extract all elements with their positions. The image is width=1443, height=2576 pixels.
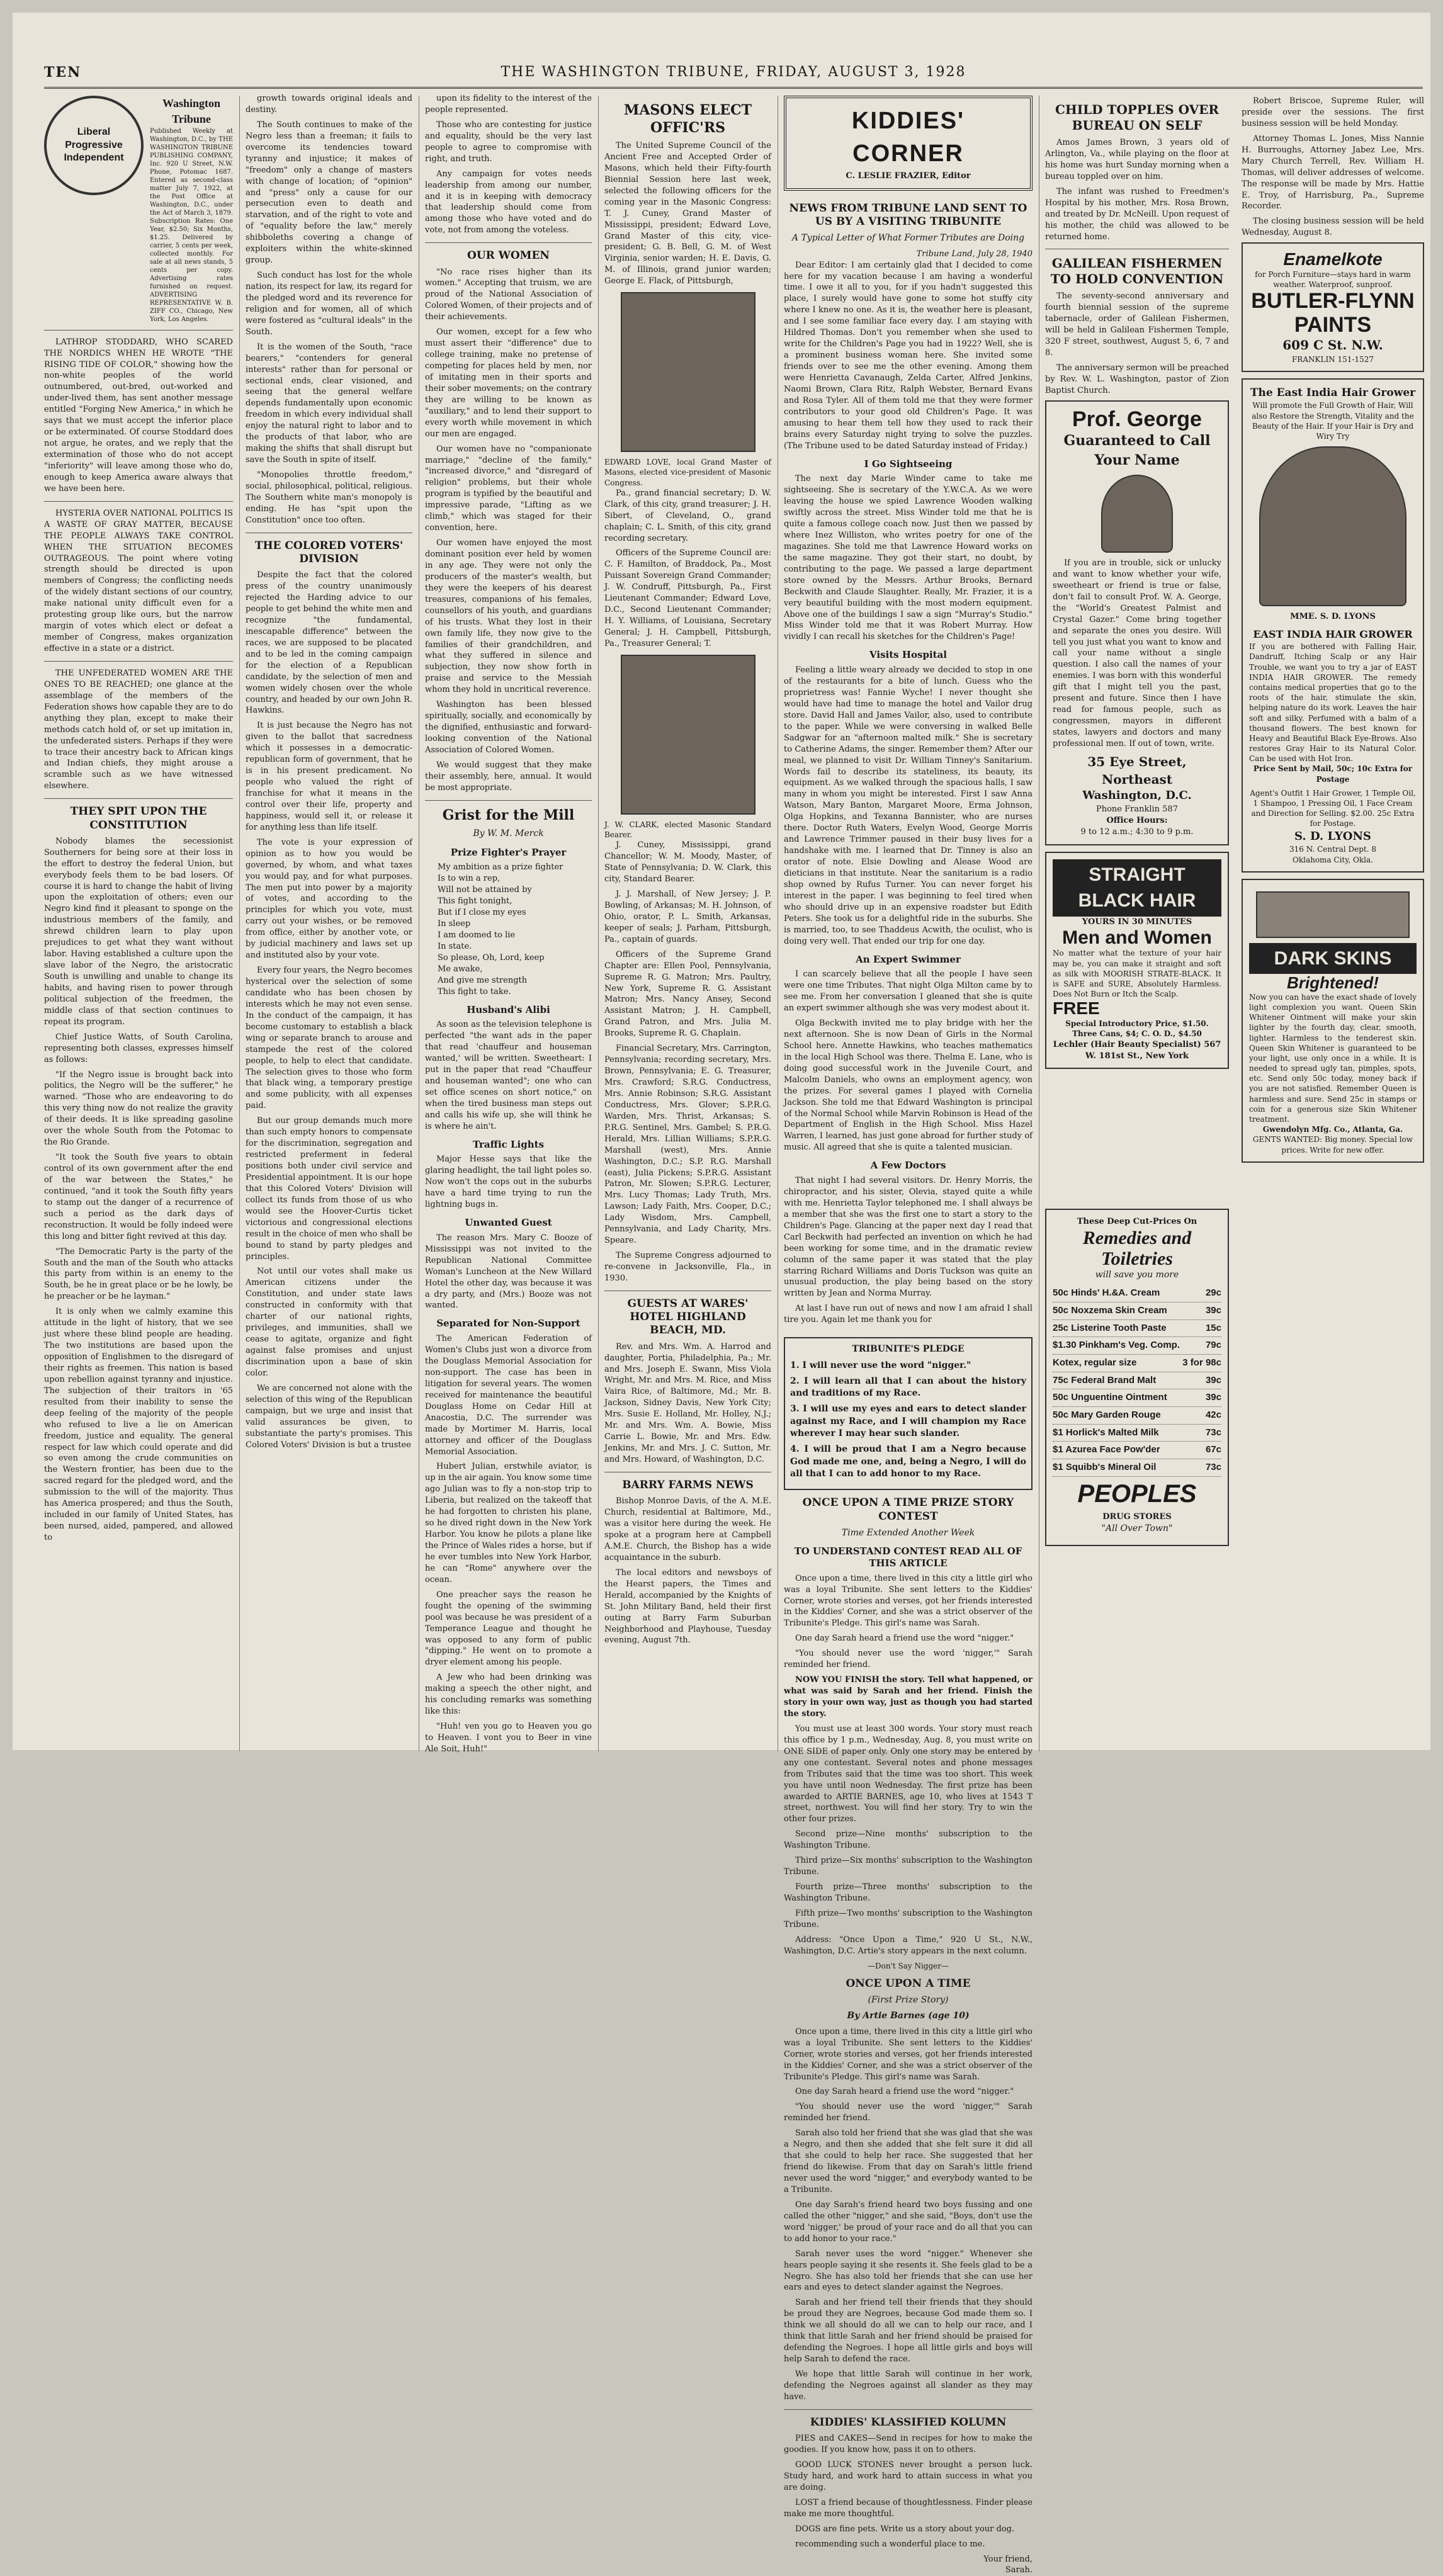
ad-company: Gwendolyn Mfg. Co., Atlanta, Ga. — [1262, 1125, 1403, 1134]
ad-east-india-hair-grower — [1242, 378, 1424, 873]
headline-masons: MASONS ELECT OFFIC'RS — [623, 102, 752, 136]
publication-flag — [44, 96, 233, 324]
portrait-photo-mme-lyons — [1259, 446, 1406, 606]
editorial-column-2: growth towards original ideals and destiny. The South continues to make of the Negro less than a freeman; it fails to overcome its tendencies toward tyranny and injustice; it makes of "freedom" only a change of masters with change of location; of "opinion" and "press" only a cause for our persecution even to death and starvation, and of the right to vote and of "equality before the law," merely shibboleths covering a change of exploiters within the white-skinned group. Such conduct has lost for the whole nation, its respect for law, its regard for the pledged word and its reverence for religion and for women, all of which were fostered as "cultural ideals" in the South. It is the women of the South, "race bearers," "contenders for general interests" rather than for personal or sectional ends, clear visioned, and seeing that the general welfare depends fundamentally upon economic freedom in which every individual shall enjoy the natural right to labor and to the products of that labor, who are making the shifts that shall disrupt but save the South in spite of itself. "Monopolies throttle freedom," social, philosophical, political, religious. The Southern white man's monopoly is ending. He has "spit upon the Constitution" once too often. THE COLORED VOTERS' DIVISION Despite the fact that the colored press of the country unanimously rejected the Harding advice to our people to get behind the white men and recognize "the fundamental, inescapable difference" between the races, we are supposed to be placated and to be led in the coming campaign for the election of a Republican candidate, by the selection of men and women widely chosen over the whole country, and headed by our own John R. Hawkins. It is just because the Negro has not given to the ballot that sacredness which it possesses in a democratic-republican form of government, that he is in his present predicament. No people who valued the right of franchise for what it means in the control over their life, property and happiness, would sell it, or release it for anything less than life itself. The vote is your expression of opinion as to how you would be governed, by whom, and what taxes you would pay, and for what purposes. The men put into power by a majority of votes, and according to the principles for which you vote, must carry out your wishes, or be removed from office, either by another vote, or by judicial machinery and laws set up and instituted also by your vote. Every four years, the Negro becomes hysterical over the selection of some candidate who has been chosen by interests which he may not even sense. In the conduct of the campaign, it has become customary to establish a black wing or separate branch to arouse and stampede the rest of the colored people, to help to elect that candidate. The selection gives to those who form that black wing, a temporary prestige and some publicity, with all expenses paid. But our group demands much more than such empty honors to compensate for the discrimination, segregation and restricted preferment in federal positions both under civil service and Presidential appointment. It is our hope that this Colored Voters' Division will collect its funds from those of us who would see the Hoover-Curtis ticket victorious and congressional elections result in the choice of men who shall be bound to stand by party pledges and principles. Not until our votes shall make us American citizens under the Constitution, and under state laws constructed in conformity with that charter of our national rights, privileges, and immunities, shall we cease to agitate, organize and fight against false promises and unjust discrimination upon a base of skin color. We are concerned not alone with the selection of this wing of the Republican campaign, but we urge and insist that valid assurances be given, to substantiate the party's promises. This Colored Voters' Division is but a trustee — [246, 94, 412, 1450]
byline: By W. M. Merck — [473, 828, 544, 839]
ad-city: Oklahoma City, Okla. — [1293, 855, 1373, 864]
editorial-stoddard: LATHROP STODDARD, WHO SCARED THE NORDICS WHEN HE WROTE "THE RISING TIDE OF COLOR," showing how the non-white peoples of the world outnumbered, out-bred, out-worked and under-lived them, has sent another message entitled "Forging New America," in which he says that we must accept the inferior place or be exterminated. Of course Stoddard does not argue, he orates, and we reply that the extermination of those who do not accept "inferiority" will leave among those who do, enough to keep America aware always that we have been here. — [44, 337, 233, 494]
flag-name: Washington Tribune — [162, 97, 221, 125]
price-item: 25c Listerine Tooth Paste 15c — [1053, 1320, 1221, 1338]
text-paragraph: Attorney Thomas L. Jones, Miss Nannie H. Burroughs, Attorney Jabez Lee, Mrs. Mary Church Terrell, Rev. William H. Thomas, will deliver addresses of welcome. The response will be made by Mrs. Hattie E. Troy, of Harrisburg, Pa., Supreme Recorder. — [1242, 133, 1424, 212]
ad-headline: Enamelkote — [1283, 249, 1383, 269]
photo-caption: MME. S. D. LYONS — [1290, 612, 1376, 622]
page-number: TEN — [44, 64, 82, 81]
ad-subline: Brightened! — [1287, 973, 1379, 993]
flag-info: Published Weekly at Washington, D.C., by THE WASHINGTON TRIBUNE PUBLISHING COMPANY, Inc. 920 U Street, N.W. Phone, Potomac 1687. Entered as second-class matter July 7, 1922, at the Post Office at Washington, D.C., under the Act of March 3, 1879. Subscription Rates: One Year, $2.50; Six Months, $1.25. Delivered by carrier, 5 cents per week, collected monthly. For sale at all news stands, 5 cents per copy. Advertising rates furnished on request. ADVERTISING REPRESENTATIVE W. B. ZIFF CO., Chicago, New York, Los Angeles. — [150, 127, 233, 323]
newspaper-page — [13, 13, 1430, 2575]
headline-spit: THEY SPIT UPON THE CONSTITUTION — [70, 805, 207, 832]
text-paragraph: The closing business session will be held Wednesday, August 8. — [1242, 217, 1424, 238]
ad-address: 609 C St. N.W. — [1282, 337, 1383, 353]
poem: My ambition as a prize fighter Is to win a rep, Will not be attained by This fight tonight, But if I close my eyes In sleep I am doomed to lie In state. So please, Oh, Lord, keep Me awake, And give me strength This fight to take. — [438, 862, 563, 997]
flag-seal: Liberal Progressive Independent — [44, 96, 144, 195]
price-item: 50c Hinds' H.&A. Cream 29c — [1053, 1285, 1221, 1302]
price-item: $1.30 Pinkham's Veg. Comp. 79c — [1053, 1337, 1221, 1355]
ad-name: S. D. LYONS — [1294, 829, 1371, 843]
ad-prof-george: Prof. George Guaranteed to Call Your Name If you are in trouble, sick or unlucky and want to know whether your wife, sweetheart or friend is true or false, don't fail to consult Prof. W. A. George, the "World's Greatest Palmist and Crystal Gazer." Come bring together and separate the ones you desire. Will tell you just what you want to know and call your name without a single question. I also call the names of your enemies. I was born with this wonderful gift that I might tell you the past, present and future. Since then I have read for famous people, such as congressmen, mayors in different states, lawyers and doctors and many professional men. If out of town, write. 35 Eye Street, Northeast Washington, D.C. Phone Franklin 587 Office Hours: 9 to 12 a.m.; 4:30 to 9 p.m. — [1045, 400, 1229, 845]
text-paragraph: Robert Briscoe, Supreme Ruler, will preside over the sessions. The first business session will be held Monday. — [1242, 96, 1424, 128]
kiddies-corner-section — [784, 96, 1033, 2576]
headline-grist: Grist for the Mill — [442, 806, 575, 823]
editorial-hysteria: HYSTERIA OVER NATIONAL POLITICS IS A WASTE OF GRAY MATTER, BECAUSE THE PEOPLE ALWAYS TAKE CONTROL WHEN THE SITUATION BECOMES OUTRAGEOUS. The point where voting strength should be directed is upon members of Congress; the conflicting needs of the widely distant sections of our country, make national unity difficult even for a protesting group like ours, but the narrow margin of votes which elect or defeat a member of Congress, makes organization effective in a state or a district. — [44, 508, 233, 654]
editorial-column-3: upon its fidelity to the interest of the people represented. Those who are contesting for justice and equality, should be the very last people to agree to compromise with right, and truth. Any campaign for votes needs leadership from among our number, and it is in keeping with democracy that leadership should come from among those who have voted and do vote, not from among the voteless. OUR WOMEN "No race rises higher than its women." Accepting that truism, we are proud of the National Association of Colored Women, of their projects and of their achievements. Our women, except for a few who must assert their "difference" due to college training, make no pretense of competing for places held by men, nor of imitating men in their sports and their sober movements; on the contrary they are willing to be known as "auxiliary," and to lend their support to every worth while movement in which our men are engaged. Our women have no "companionate marriage," "decline of the family," "increased divorce," and "disregard of religion" problems, but their whole program is typified by the beautiful and impressive parade, "Lifting as we climb," which was staged for their convention, here. Our women have enjoyed the most dominant position ever held by women in any age. They were not only the producers of the master's wealth, but they were the keepers of his dearest treasures, companions of his females, counsellors of his youth, and guardians of his trusts. What they lost in their own family life, they now give to the families of their grandchildren, and what they suffered in silence and subjection, they now show forth in praise and service to the Messiah whom they hold in uncritical reverence. Washington has been blessed spiritually, socially, and economically by the dignified, enthusiastic and forward-looking convention of the National Association of Colored Women. We would suggest that they make their assembly, here, annual. It would be most appropriate. Grist for the Mill By W. M. Merck Prize Fighter's Prayer My ambition as a prize fighter Is to win a rep, Will not be attained by This fight tonight, But if I close my eyes In sleep I am doomed to lie In state. So please, Oh, Lord, keep Me awake, And give me strength This fight to take. Husband's Alibi As soon as the television telephone is perfected "the want ads in the paper that read 'chauffeur and houseman wanted,' will be written. Sweetheart: I put in the paper that read "Chauffeur and houseman wanted"; one who can set office scenes on short notice," on when the tired business man steps out and calls his wife up, she will think he is where he ain't. Traffic Lights Major Hesse says that like the glaring headlight, the tail light poles so. Now won't the cops out in the suburbs have a hard time trying to run the lightning bugs in. Unwanted Guest The reason Mrs. Mary C. Booze of Mississippi was not invited to the Republican National Committee Woman's Luncheon at the New Willard Hotel the other day, was because it was a dry party, and (Mrs.) Booze was not wanted. Separated for Non-Support The American Federation of Women's Clubs just won a divorce from the Douglass Memorial Association for non-support. The case has been in litigation for several years. The women received for maintenance the beautiful Douglass Home on Cedar Hill at Anacostia, D.C. The surrender was made by Mortimer M. Harris, local attorney and officer of the Douglass Memorial Association. Hubert Julian, erstwhile aviator, is up in the air again. You know some time ago Julian was to fly a non-stop trip to Liberia, but realized on the takeoff that he had forgotten to christen his plane, so he dived right down in the New York Harbor. You know he pilots a plane like the Prince of Wales rides a horse, but if he ever tumbles into New York Harbor, he can "Rome" anywhere over the ocean. One preacher says the reason he fought the opening of the swimming pool was because he was president of a Temperance League and thought he was opposed to any form of public "dipping." He went on to promote a dryer element among his people. A Jew who had been drinking was making a speech the other night, and his concluding remarks was something like this: "Huh! ven you go to Heaven you go to Heaven. I vont you to Beer in vine Ale Soit, Huh!" — [425, 94, 592, 1754]
ad-address: 316 N. Central Dept. 8 — [1289, 845, 1376, 854]
peoples-logo: PEOPLES — [1077, 1479, 1197, 1508]
kiddies-right-column: TRIBUNITE'S PLEDGE 1. I will never use the word "nigger." 2. I will learn all that I can about the history and traditions of my Race. 3. I will use my eyes and ears to detect slander against my Race, and I will champion my Race wherever I may hear such slander. 4. I will be proud that I am a Negro because God made me one, and, being a Negro, I will do all that I can to add honor to my Race. ONCE UPON A TIME PRIZE STORY CONTEST Time Extended Another Week TO UNDERSTAND CONTEST READ ALL OF THIS ARTICLE Once upon a time, there lived in this city a little girl who was a loyal Tribunite. She sent letters to the Kiddies' Corner, wrote stories and verses, got her friends interested in the Kiddies' Corner, and she was a strict observer of the Tribunite's Pledge. This girl's name was Sarah. One day Sarah heard a friend use the word "nigger." "You should never use the word 'nigger,'" Sarah reminded her friend. NOW YOU FINISH the story. Tell what happened, or what was said by Sarah and her friend. Finish the story in your own way, just as though you had started the story. You must use at least 300 words. Your story must reach this office by 1 p.m., Wednesday, Aug. 8, you must write on ONE SIDE of paper only. Only one story may be entered by any one contestant. Several notes and phone messages from Tributes said that the time was too short. This week you have until noon Wednesday. The first prize has been awarded to ARTIE BARNES, age 10, who lives at 1543 T street, northwest. You will find her story. Try to win the other four prizes. Second prize—Nine months' subscription to the Washington Tribune. Third prize—Six months' subscription to the Washington Tribune. Fourth prize—Three months' subscription to the Washington Tribune. Fifth prize—Two months' subscription to the Washington Tribune. Address: "Once Upon a Time," 920 U St., N.W., Washington, D.C. Artie's story appears in the next column. —Don't Say Nigger— ONCE UPON A TIME (First Prize Story) By Artie Barnes (age 10) Once upon a time, there lived in this city a little girl who was a loyal Tribunite. She sent letters to the Kiddies' Corner, wrote stories and verses, got her friends interested in the Kiddies' Corner, and she was a strict observer of the Tribunite's Pledge. This girl's name was Sarah. One day Sarah heard a friend use the word "nigger." "You should never use the word 'nigger,'" Sarah reminded her friend. Sarah also told her friend that she was glad that she was a Negro, and then she added that she felt sure it did all that she could to help her race. She suggested that her friend do likewise. From that day on Sarah's little friend never used the word "nigger," and everybody wanted to be a Tribunite. One day Sarah's friend heard two boys fussing and one called the other "nigger," and she said, "Boys, don't use the word 'nigger,' be proud of your race and do all that you can to add honor to your race." Sarah never uses the word "nigger." Whenever she hears people saying it she resents it. She feels glad to be a Negro. She has also told her friends that she can use her ears and eyes to detect slander against the Negroes. Sarah and her friend tell their friends that they should be proud they are Negroes, because God made them so. I think we all should do all we can to help our race, and I think that little Sarah and her friend should be praised for defending the Negroes. I hope all little girls and boys will help Sarah to defend the race. We hope that little Sarah will continue in her work, defending the Negroes against all slander as they may have. KIDDIES' KLASSIFIED KOLUMN PIES and CAKES—Send in recipes for how to make the goodies. If you know how, pass it on to others. GOOD LUCK STONES never brought a person luck. Study hard, and work hard to attain success in what you are doing. LOST a friend because of thoughtlessness. Finder please make me more thoughtful. DOGS are fine pets. Write us a story about your dog. recommending such a wonderful place to me. Your friend, Sarah. — [784, 1337, 1033, 2576]
headline-guests: GUESTS AT WARES' HOTEL HIGHLAND BEACH, MD. — [627, 1297, 749, 1337]
women-faces-illustration — [1256, 891, 1410, 938]
price-list — [1053, 1285, 1221, 1477]
masthead — [44, 59, 1423, 89]
column-rule — [239, 96, 240, 1751]
portrait-photo-jw-clark — [621, 655, 755, 815]
ad-headline: The East India Hair Grower — [1250, 386, 1416, 399]
price-item: $1 Azurea Face Pow'der 67c — [1053, 1442, 1221, 1459]
kiddies-left-column: NEWS FROM TRIBUNE LAND SENT TO US BY A VISITING TRIBUNITE A Typical Letter of What Former Tributes are Doing Tribune Land, July 28, 1940 Dear Editor: I am certainly glad that I decided to come here for my vacation because I am having a wonderful time. I owe it all to you, for if you hadn't suggested this place, I surely would have gone to some hot stuffy city where I knew no one. As it is, the weather here is pleasant, and I see some familiar face every day. I am staying with Hildred Thomas. Don't you remember when she used to write for the Children's Page you had in 1922? Well, she is a prominent business woman here. She invited some friends over to see me the other evening. Among them were Henrietta Cavanaugh, Zelda Carter, Alfred Jenkins, Naomi Brown, Clara Ritz, Ralph Webster, Bernard Evans and Rosa Tyler. All of them told me that they were former contributors to your good old Children's Page. It was amusing to hear them tell how they used to rack their brains every Saturday night trying to solve the puzzles. (The Tribune used to be dated Saturday instead of Friday.) I Go Sightseeing The next day Marie Winder came to take me sightseeing. She is secretary of the Y.W.C.A. As we were leaving the house we spied Lawrence Wooden walking swiftly across the street. Miss Winder told me that he is quite a famous college coach now. Just then we passed by where Inez Williston, who writes poetry for one of the magazines. She told me that Lawrence Howard works on the same magazine. They got their start, no doubt, by contributing to the page. We passed a large department store owned by the Messrs. Arthur Brooks, Bernard Beckwith and Claude Slaughter. Really, Mr. Frazier, it is a very beautiful building with the most modern equipment. Above one of the buildings I saw a sign "Murray's Studio." Miss Winder told me that it was Robert Murray. How vividly I can recall his sketches for the Children's Page! Visits Hospital Feeling a little weary already we decided to stop in one of the restaurants for a bite of lunch. Guess who the proprietress was! Fannie Wyche! I never thought she would have had time to manage the hotel and Vailor drug store. David Hall and James Vailor, also, used to contribute to the paper. While we were conversing in walked Belle Sadgwar for an "afternoon malted milk." She is secretary to Catherine Adams, the singer. Remember them? After our meal, we planned to visit Dr. William Tinney's Sanitarium. Words fail to describe its stateliness, its beauty, its equipment. As we walked through the spacious halls, I saw many in whom you might be interested. First I saw Anna Watson, Mary Banton, Margaret Moore, Erma Johnson, Olga Hopkins, and Texanna Bannister, who are nurses there. Doctor Ruth Waters, Evelyn Wood, George Morris and Lawrence Trimmer paused in their busy lives for a handshake with me. I learned that Dr. Tinney is also an orator of note. Elsie Dowling and Alease Wood are dieticians in that institute. Near the sanitarium is a radio shop owned by Rufus Turner. You can never forget his interest in the paper. I was beginning to feel tired when who should drive up in an expensive roadster but Edith Peters. She took us for a delightful ride in the suburbs. She is married, too, to see Thaddeus Acwith, the oculist, who is doing very well. That ended our trip for one day. An Expert Swimmer I can scarcely believe that all the people I have seen were one time Tributes. That night Olga Milton came by to see me. From her conversation I gleaned that she is quite an expert swimmer although she was very modest about it. Olga Beckwith invited me to play bridge with her the next afternoon. She is now Dean of Girls in the Normal School here. Annette Hawkins, who teaches mathematics in the local High School was there. Thelma E. Lane, who is doing good successful work in the Juvenile Court, and Malcolm Daniels, who owns an employment agency, won the prizes. For several games I played with Cornelia Jackson. She told me that Edward Washington is principal of the Normal School while Marvin Robinson is Head of the Department of English in the High School. Miss Hazel Warren, I learned, has just gone abroad for further study of music. All agreed that she is quite a talented musician. A Few Doctors That night I had several visitors. Dr. Henry Morris, the chiropractor, and his sister, Olevia, stayed quite a while with me. Henrietta Taylor telephoned me. I shall always be a member that she was the first one to start a story to the Children's Page. Glancing at the paper next day I read that Carl Beckwith had perfected an invention on which he had been working for some time, and in the dramatic review column of the same paper it was stated that the play starring Richard Williams and Doris Tuckson was quite an unusual production, the play being based on the story written by Jean and Norma Murray. At last I have run out of news and now I am afraid I shall tire you. Again let me thank you for — [784, 201, 1033, 1325]
ad-price: Price Sent by Mail, 50c; 10c Extra for Postage — [1253, 764, 1413, 784]
price-item: $1 Horlick's Malted Milk 73c — [1053, 1425, 1221, 1442]
kiddies-editor: C. LESLIE FRAZIER, Editor — [846, 171, 971, 181]
ad-butler-flynn-paints — [1242, 242, 1424, 372]
ad-agents: Agent's Outfit 1 Hair Grower, 1 Temple Oil, 1 Shampoo, 1 Pressing Oil, 1 Face Cream and Direction for Selling. $2.00. 25c Extra for Postage. — [1250, 788, 1416, 828]
price-item: 75c Federal Brand Malt 39c — [1053, 1372, 1221, 1390]
news-ads-column-8 — [1242, 96, 1424, 1169]
ad-headline: EAST INDIA HAIR GROWER — [1253, 628, 1413, 641]
column-rule — [598, 96, 599, 1751]
tribunites-pledge-box: TRIBUNITE'S PLEDGE 1. I will never use the word "nigger." 2. I will learn all that I can about the history and traditions of my Race. 3. I will use my eyes and ears to detect slander against my Race, and I will champion my Race wherever I may hear such slander. 4. I will be proud that I am a Negro because God made me one, and, being a Negro, I will do all that I can to add honor to my Race. — [784, 1337, 1033, 1490]
photo-caption: EDWARD LOVE, local Grand Master of Masons, elected vice-president of Masonic Congress. — [604, 458, 771, 487]
headline-barry-farms: BARRY FARMS NEWS — [622, 1478, 754, 1491]
ad-brand: BUTLER-FLYNN PAINTS — [1251, 289, 1415, 337]
kiddies-title: KIDDIES' CORNER — [851, 108, 965, 167]
editorial-column-1: Liberal Progressive Independent Washington Tribune Published Weekly at Washington, D.C., by THE WASHINGTON TRIBUNE PUBLISHING COMPANY, Inc. 920 U Street, N.W. Phone, Potomac 1687. Entered as second-class matter July 7, 1922, at the Post Office at Washington, D.C., under the Act of March 3, 1879. Subscription Rates: One Year, $2.50; Six Months, $1.25. Delivered by carrier, 5 cents per week, collected monthly. For sale at all news stands, 5 cents per copy. Advertising rates furnished on request. ADVERTISING REPRESENTATIVE W. B. ZIFF CO., Chicago, New York, Los Angeles. LATHROP STODDARD, WHO SCARED THE NORDICS WHEN HE WROTE "THE RISING TIDE OF COLOR," showing how the non-white peoples of the world outnumbered, out-bred, out-worked and under-lived them, has sent another message entitled "Forging New America," in which he says that we must accept the inferior place or be exterminated. Of course Stoddard does not argue, he orates, and we reply that the extermination of those who do not accept "inferiority" will leave among those who do, enough to keep America aware always that we have been here. HYSTERIA OVER NATIONAL POLITICS IS A WASTE OF GRAY MATTER, BECAUSE THE PEOPLE ALWAYS TAKE CONTROL WHEN THE SITUATION BECOMES OUTRAGEOUS. The point where voting strength should be directed is upon members of Congress; the conflicting needs of the widely distant sections of our country, make national unity difficult even for a protesting group like ours, but the narrow margin of votes which elect or defeat a member of Congress, makes organization effective in a state or a district. THE UNFEDERATED WOMEN ARE THE ONES TO BE REACHED; one glance at the assemblage of the members of the Federation shows how capable they are to do anything they plan, except to make their methods catch hold of, or set up imitation in, the unfederated sisters. Perhaps if they were to trace their ancestry back to African kings and Indian chiefs, they might arouse a scramble such as we have witnessed elsewhere. THEY SPIT UPON THE CONSTITUTION Nobody blames the secessionist Southerners for being sore at their loss in the effort to destroy the federal Union, but everybody feels them to be bad losers. Of course it is hard to change the habit of living upon the exploitation of others; even our Negro kind find it pleasant to sponge on the industrious members of the family, and shrewd children learn to play upon prejudices to get what they want without labor. Having established a culture upon the slave labor of the Negro, the aristocratic South is unwilling and unable to change its habits, and having risen to power through political subjection of the freedmen, the middle class of that section continues to repeat its program. Chief Justice Watts, of South Carolina, representing both classes, expresses himself as follows: "If the Negro issue is brought back into politics, the Negro will be the sufferer," he warned. "Those who are endeavoring to do this very thing now do not realize the gravity of their deeds. It is like spreading gasoline over the whole South from the Potomac to the Rio Grande. "It took the South five years to obtain control of its own government after the end of the war between the States," he continued, "and it took the South fifty years to stamp out the danger of a recurrence of such a period as the dark days of reconstruction. It would be folly indeed were this long and bitter fight revived at this day. "The Democratic Party is the party of the South and the man of the South who attacks this party from within is an enemy to the South, be he in great place or be he lowly, be he preacher or be he layman." It is only when we calmly examine this attitude in the light of history, that we see just where these blind people are heading. The two institutions are based upon the opposition of Englishmen to the disregard of their rights as freemen. This nation is based upon rebellion against tyranny and injustice. The subjection of their traitors in '65 resulted from their inability to sense the deep feeling of the majority of the people who refused to live a lie on American freedom, justice and equality. The general respect for law which could operate and did so even among the crude communities on the Western frontier, has been due to the sacred regard for the pledged word, and the submission to the will of the majority. Thus has America prospered; and thus the South, included in our family of United States, has been nursed, aided, pampered, and allowed to — [44, 97, 233, 1543]
masons-column: MASONS ELECT OFFIC'RS The United Supreme Council of the Ancient Free and Accepted Order of Masons, which held their Fifty-fourth Biennial Session here last week, selected the following officers for the coming year in the Masonic Congress: T. J. Cuney, Grand Master of Mississippi, president; Edward Love, Grand Master of this city, vice-president; G. B. Bell, G. M. of West Virginia, senior warden; H. E. Davis, G. M. of Illinois, grand junior warden; George E. Flack, of Pittsburgh, EDWARD LOVE, local Grand Master of Masons, elected vice-president of Masonic Congress. Pa., grand financial secretary; D. W. Clark, of this city, grand treasurer; J. H. Sibert, of Cleveland, O., grand chaplain; C. L. Smith, of this city, grand recording secretary. Officers of the Supreme Council are: C. F. Hamilton, of Braddock, Pa., Most Puissant Sovereign Grand Commander; J. W. Condruff, Pittsburgh, Pa., First Lieutenant Commander; Edward Love, D.C., Second Lieutenant Commander; H. Y. Williams, of Louisiana, Secretary General; J. H. Campbell, Pittsburgh, Pa., Treasurer General; T. J. W. CLARK, elected Masonic Standard Bearer. J. Cuney, Mississippi, grand Chancellor; W. M. Moody, Master, of State of Pennsylvania; D. W. Clark, this city, Standard Bearer. J. J. Marshall, of New Jersey; J. P. Bowling, of Arkansas; M. H. Johnson, of Ohio, orator, P. L. Smith, Arkansas, keeper of seals; J. Parham, Pittsburgh, Pa., captain of guards. Officers of the Supreme Grand Chapter are: Ellen Pool, Pennsylvania, Supreme R. G. Matron; Mrs. Paultry, New York, Supreme R. G. Assistant Matron; Mrs. Nancy Ansey, Second Assistant Matron; J. H. Campbell, Grand Patron, and Mrs. Julia M. Brooks, Supreme R. G. Chaplain. Financial Secretary, Mrs. Carrington, Pennsylvania; recording secretary, Mrs. Brown, Pennsylvania; E. G. Treasurer, Mrs. Crawford; S.R.G. Conductress, Mrs. Annie Robinson; S.R.G. Assistant Conductress, Mrs. Glover; S.P.R.G. Warden, Mrs. Thrist, Arkansas; S. P.R.G. Sentinel, Mrs. Gambel; S. P.R.G. Herald, Mrs. Lillian Williams; S.P.R.G. Marshall (west), Mrs. Annie Washington, D.C.; S.P. R.G. Marshall (east), Julia Pickens; S.P.R.G. Assistant Patron, Mr. Slowen; S.P.R.G. Lecturer, Mrs. Lucy Thomas; Lady Truth, Mrs. Lawson; Lady Faith, Mrs. Cooper, D.C.; Lady Wisdom, Mrs. Campbell, Pennsylvania, and Lady Charity, Mrs. Speare. The Supreme Congress adjourned to re-convene in Jacksonville, Fla., in 1930. GUESTS AT WARES' HOTEL HIGHLAND BEACH, MD. Rev. and Mrs. Wm. A. Harrod and daughter, Portia, Philadelphia, Pa.; Mr. and Mrs. Joseph E. Swann, Miss Viola Wright, Mr. and Mrs. M. Rice, and Miss Vaira Rice, of Baltimore, Md.; Mr. B. Jackson, Sidney Davis, New York City; Mrs. Susie E. Holland, Mr. Holley, N.J.; Mr. and Mrs. Wm. A. Bowie, Miss Carrie L. Bowie, Mr. and Mrs. Edw. Jenkins, Mr. and Mrs. J. C. Sutton, Mr. and Mrs. Howard, of Washington, D.C. BARRY FARMS NEWS Bishop Monroe Davis, of the A. M.E. Church, residential at Baltimore, Md., was a visitor here during the week. He spoke at a program here at Campbell A.M.E. Church, the Bishop has a wide acquaintance in the suburb. The local editors and newsboys of the Hearst papers, the Times and Herald, accompanied by the Knights of St. John Military Band, held their first outing at Barry Farm Suburban Neighborhood and Playhouse, Tuesday evening, August 7th. — [604, 102, 772, 1646]
ad-body: If you are bothered with Falling Hair, Dandruff, Itching Scalp or any Hair Trouble, we want you to try a jar of EAST INDIA HAIR GROWER. The remedy contains medical properties that go to the roots of the hair, stimulate the skin, helping nature do its work. Leaves the hair soft and silky. Perfumed with a balm of a thousand flowers. The best known for Heavy and Beautiful Black Eye-Brows. Also restores Gray Hair to its Natural Color. Can be used with Hot Iron. — [1249, 642, 1417, 764]
headline-our-women: OUR WOMEN — [467, 249, 550, 263]
price-item: Kotex, regular size 3 for 98c — [1053, 1355, 1221, 1372]
ad-straight-black-hair: STRAIGHT BLACK HAIR YOURS IN 30 MINUTES Men and Women No matter what the texture of your hair may be, you can make it straight and soft as silk with MOORISH STRATE-BLACK. It is SAFE and SURE, Absolutely Harmless. Does Not Burn or Itch the Scalp. FREE Special Introductory Price, $1.50. Three Cans, $4; C. O. D., $4.50 Lechler (Hair Beauty Specialist) 567 W. 181st St., New York — [1045, 852, 1229, 1070]
ad-peoples-drug: These Deep Cut-Prices On Remedies and Toiletries will save you more 50c Hinds' H.&A. Cream 29c 50c Noxzema Skin Cream 39c 25c Listerine Tooth Paste 15c $1.30 Pinkham's Veg. Comp. 79c Kotex, regular size 3 for 98c 75c Federal Brand Malt 39c 50c Unguentine Ointment 39c 50c Mary Garden Rouge 42c $1 Horlick's Malted Milk 73c $1 Azurea Face Pow'der 67c $1 Squibb's Mineral Oil 73c PEOPLES DRUG STORES "All Over Town" — [1045, 1209, 1229, 1546]
news-ads-column: CHILD TOPPLES OVER BUREAU ON SELF Amos James Brown, 3 years old of Arlington, Va., while playing on the floor at his home was hurt Sunday morning when a bureau toppled over on him. The infant was rushed to Freedmen's Hospital by his mother, Mrs. Rosa Brown, and treated by Dr. McNeill. Upon request of his mother, the child was allowed to be returned home. GALILEAN FISHERMEN TO HOLD CONVENTION The seventy-second anniversary and fourth biennial session of the supreme tabernacle, order of Galilean Fishermen, will be held in Galilean Fishermen Temple, 320 F street, southwest, August 5, 6, 7 and 8. The anniversary sermon will be preached by Rev. W. L. Washington, pastor of Zion Baptist Church. Prof. George Guaranteed to Call Your Name If you are in trouble, sick or unlucky and want to know whether your wife, sweetheart or friend is true or false, don't fail to consult Prof. W. A. George, the "World's Greatest Palmist and Crystal Gazer." Come bring together and separate the ones you desire. Will tell you just what you want to know and call your name without a single question. I also call the names of your enemies. I was born with this wonderful gift that I might tell you the past, present and future. Since then I have read for famous people, such as congressmen, mayors in different states, lawyers and doctors and many professional men. If out of town, write. 35 Eye Street, Northeast Washington, D.C. Phone Franklin 587 Office Hours: 9 to 12 a.m.; 4:30 to 9 p.m. STRAIGHT BLACK HAIR YOURS IN 30 MINUTES Men and Women No matter what the texture of your hair may be, you can make it straight and soft as silk with MOORISH STRATE-BLACK. It is SAFE and SURE, Absolutely Harmless. Does Not Burn or Itch the Scalp. FREE Special Introductory Price, $1.50. Three Cans, $4; C. O. D., $4.50 Lechler (Hair Beauty Specialist) 567 W. 181st St., New York — [1045, 96, 1229, 1075]
portrait-photo-edward-love — [621, 292, 755, 452]
ad-body: Now you can have the exact shade of lovely light complexion you want. Queen Skin Whitener Ointment will make your skin lighter by the fourth day, clear, smooth, lighter. Harmless to the tenderest skin. Queen Skin Whitener is guaranteed to be your light, use only once in a while. It is needed to spread ugly tan, pimples, spots, etc. Send only 50c today, money back if you are not satisfied. Remember Queen is harmless and sure. Send 25c in stamps or coin for a generous size Skin Whitener treatment. — [1249, 992, 1417, 1124]
editorial-unfederated: THE UNFEDERATED WOMEN ARE THE ONES TO BE REACHED; one glance at the assemblage of the members of the Federation shows how capable they are to do anything they plan, except to make their methods catch hold of, or set up imitation in, the unfederated sisters. Perhaps if they were to trace their ancestry back to African kings and Indian chiefs, they might arouse a scramble such as we have witnessed elsewhere. — [44, 668, 233, 791]
ad-headline: DARK SKINS — [1249, 943, 1417, 974]
price-item: 50c Noxzema Skin Cream 39c — [1053, 1302, 1221, 1320]
photo-caption: J. W. CLARK, elected Masonic Standard Bearer. — [604, 820, 771, 840]
turbaned-man-illustration — [1101, 475, 1173, 553]
kiddies-corner-banner — [784, 96, 1033, 191]
headline-voters: THE COLORED VOTERS' DIVISION — [254, 539, 404, 565]
price-item: 50c Unguentine Ointment 39c — [1053, 1389, 1221, 1407]
ad-dark-skins — [1242, 879, 1424, 1163]
ad-phone: FRANKLIN 151-1527 — [1291, 354, 1374, 364]
ad-subline: Will promote the Full Growth of Hair, Will also Restore the Strength, Vitality and the Beauty of the Hair. If your Hair is Dry and Wiry Try — [1252, 401, 1414, 441]
price-item: 50c Mary Garden Rouge 42c — [1053, 1407, 1221, 1425]
ad-agents: GENTS WANTED: Big money. Special low prices. Write for new offer. — [1252, 1135, 1413, 1155]
price-item: $1 Squibb's Mineral Oil 73c — [1053, 1459, 1221, 1477]
masthead-title: THE WASHINGTON TRIBUNE, FRIDAY, AUGUST 3, 1928 — [501, 64, 966, 80]
ad-subline: for Porch Furniture—stays hard in warm weather. Waterproof, sunproof. — [1255, 270, 1411, 290]
headline-child-topples: CHILD TOPPLES OVER BUREAU ON SELF — [1055, 102, 1219, 133]
headline-galilean: GALILEAN FISHERMEN TO HOLD CONVENTION — [1050, 256, 1224, 287]
